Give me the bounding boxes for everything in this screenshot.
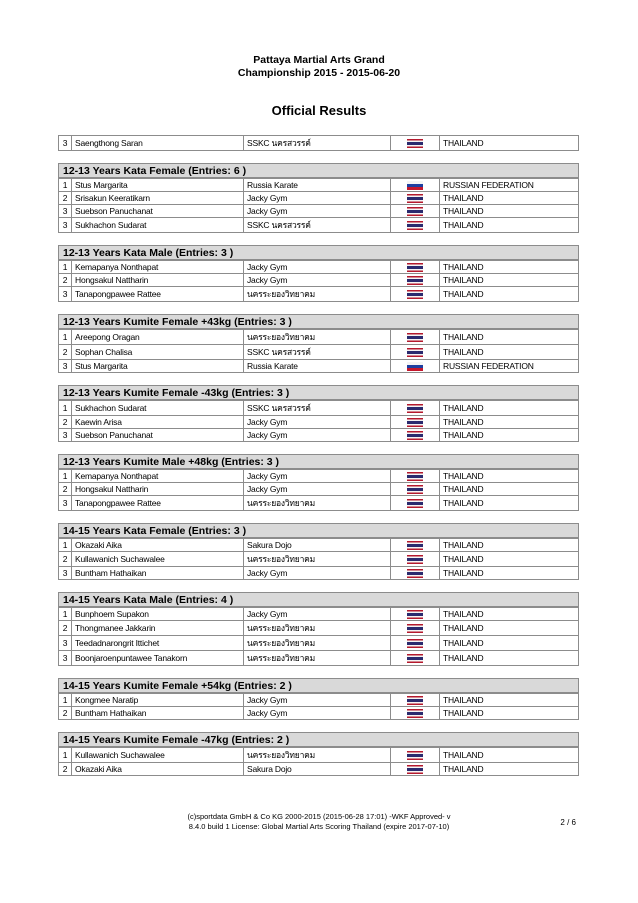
table-row (59, 621, 579, 636)
place-cell: 1 (59, 330, 72, 345)
country-cell: RUSSIAN FEDERATION (440, 360, 579, 373)
club-cell: นครระยองวิทยาคม (244, 496, 391, 511)
competitor-name-cell: Saengthong Saran (72, 136, 244, 151)
table-row (59, 330, 579, 345)
flag-cell (391, 345, 440, 360)
flag-cell (391, 179, 440, 192)
table-row (59, 261, 579, 274)
club-cell: Jacky Gym (244, 192, 391, 205)
category-results-table (58, 607, 579, 666)
place-cell: 1 (59, 539, 72, 552)
footer-line1: (c)sportdata GmbH & Co KG 2000-2015 (2015-06-28 17:01) -WKF Approved- v (187, 812, 451, 821)
club-cell: Jacky Gym (244, 416, 391, 429)
country-cell: THAILAND (440, 539, 579, 552)
club-cell: นครระยองวิทยาคม (244, 330, 391, 345)
place-cell: 2 (59, 192, 72, 205)
category-header: 14-15 Years Kata Female (Entries: 3 ) (58, 523, 579, 538)
country-cell: THAILAND (440, 416, 579, 429)
table-row (59, 345, 579, 360)
thailand-flag-icon (407, 765, 423, 774)
country-cell: THAILAND (440, 205, 579, 218)
table-row (59, 552, 579, 567)
place-cell: 1 (59, 608, 72, 621)
club-cell: SSKC นครสวรรค์ (244, 401, 391, 416)
footer (140, 812, 498, 832)
table-row (59, 748, 579, 763)
event-title-line2: Championship 2015 - 2015-06-20 (237, 67, 401, 79)
thailand-flag-icon (407, 569, 423, 578)
thailand-flag-icon (407, 751, 423, 760)
flag-cell (391, 192, 440, 205)
club-cell: นครระยองวิทยาคม (244, 287, 391, 302)
flag-cell (391, 330, 440, 345)
country-cell: RUSSIAN FEDERATION (440, 179, 579, 192)
flag-cell (391, 416, 440, 429)
club-cell: SSKC นครสวรรค์ (244, 345, 391, 360)
club-cell: Jacky Gym (244, 429, 391, 442)
club-cell: Jacky Gym (244, 707, 391, 720)
country-cell: THAILAND (440, 345, 579, 360)
thailand-flag-icon (407, 139, 423, 148)
club-cell: Russia Karate (244, 360, 391, 373)
table-row (59, 567, 579, 580)
table-row (59, 694, 579, 707)
competitor-name-cell: Kemapanya Nonthapat (72, 470, 244, 483)
country-cell: THAILAND (440, 330, 579, 345)
table-row (59, 274, 579, 287)
flag-cell (391, 287, 440, 302)
footer-line2: 8.4.0 build 1 License: Global Martial Arts Scoring Thailand (expire 2017-07-10) (188, 822, 450, 831)
country-cell: THAILAND (440, 218, 579, 233)
country-cell: THAILAND (440, 651, 579, 666)
place-cell: 2 (59, 552, 72, 567)
club-cell: นครระยองวิทยาคม (244, 552, 391, 567)
competitor-name-cell: Hongsakul Nattharin (72, 274, 244, 287)
competitor-name-cell: Areepong Oragan (72, 330, 244, 345)
competitor-name-cell: Buntham Hathaikan (72, 707, 244, 720)
competitor-name-cell: Sukhachon Sudarat (72, 401, 244, 416)
club-cell: Jacky Gym (244, 470, 391, 483)
place-cell: 2 (59, 621, 72, 636)
category-header: 14-15 Years Kumite Female -47kg (Entries: 2 ) (58, 732, 579, 747)
competitor-name-cell: Buntham Hathaikan (72, 567, 244, 580)
page-number: 2 / 6 (560, 818, 576, 827)
club-cell: Jacky Gym (244, 694, 391, 707)
club-cell: Jacky Gym (244, 483, 391, 496)
place-cell: 2 (59, 274, 72, 287)
club-cell: SSKC นครสวรรค์ (244, 218, 391, 233)
table-row (59, 763, 579, 776)
thailand-flag-icon (407, 333, 423, 342)
table-row (59, 470, 579, 483)
competitor-name-cell: Suebson Panuchanat (72, 429, 244, 442)
place-cell: 3 (59, 636, 72, 651)
club-cell: Jacky Gym (244, 205, 391, 218)
club-cell: Jacky Gym (244, 608, 391, 621)
club-cell: Sakura Dojo (244, 763, 391, 776)
competitor-name-cell: Stus Margarita (72, 360, 244, 373)
place-cell: 3 (59, 567, 72, 580)
table-row (59, 287, 579, 302)
competitor-name-cell: Kullawanich Suchawalee (72, 552, 244, 567)
flag-cell (391, 694, 440, 707)
table-row (59, 401, 579, 416)
category-header: 14-15 Years Kata Male (Entries: 4 ) (58, 592, 579, 607)
country-cell: THAILAND (440, 496, 579, 511)
club-cell: SSKC นครสวรรค์ (244, 136, 391, 151)
thailand-flag-icon (407, 654, 423, 663)
flag-cell (391, 496, 440, 511)
country-cell: THAILAND (440, 274, 579, 287)
table-row (59, 707, 579, 720)
country-cell: THAILAND (440, 552, 579, 567)
flag-cell (391, 636, 440, 651)
flag-cell (391, 401, 440, 416)
flag-cell (391, 651, 440, 666)
flag-cell (391, 539, 440, 552)
thailand-flag-icon (407, 499, 423, 508)
club-cell: Sakura Dojo (244, 539, 391, 552)
flag-cell (391, 552, 440, 567)
table-row (59, 205, 579, 218)
table-row (59, 636, 579, 651)
place-cell: 3 (59, 287, 72, 302)
category-results-table (58, 747, 579, 776)
thailand-flag-icon (407, 404, 423, 413)
competitor-name-cell: Suebson Panuchanat (72, 205, 244, 218)
thailand-flag-icon (407, 639, 423, 648)
country-cell: THAILAND (440, 401, 579, 416)
category-header: 12-13 Years Kata Female (Entries: 6 ) (58, 163, 579, 178)
place-cell: 1 (59, 261, 72, 274)
thailand-flag-icon (407, 194, 423, 203)
club-cell: Jacky Gym (244, 261, 391, 274)
competitor-name-cell: Sukhachon Sudarat (72, 218, 244, 233)
thailand-flag-icon (407, 696, 423, 705)
category-header: 12-13 Years Kumite Male +48kg (Entries: 3 ) (58, 454, 579, 469)
thailand-flag-icon (407, 709, 423, 718)
competitor-name-cell: Sophan Chalisa (72, 345, 244, 360)
table-row (59, 429, 579, 442)
flag-cell (391, 429, 440, 442)
thailand-flag-icon (407, 610, 423, 619)
place-cell: 2 (59, 707, 72, 720)
category-header: 12-13 Years Kumite Female +43kg (Entries: 3 ) (58, 314, 579, 329)
flag-cell (391, 567, 440, 580)
country-cell: THAILAND (440, 694, 579, 707)
category-results-table (58, 400, 579, 442)
country-cell: THAILAND (440, 621, 579, 636)
table-row (59, 483, 579, 496)
country-cell: THAILAND (440, 748, 579, 763)
club-cell: นครระยองวิทยาคม (244, 748, 391, 763)
category-results-table (58, 260, 579, 302)
country-cell: THAILAND (440, 192, 579, 205)
club-cell: นครระยองวิทยาคม (244, 636, 391, 651)
category-header: 12-13 Years Kata Male (Entries: 3 ) (58, 245, 579, 260)
table-row (59, 218, 579, 233)
flag-cell (391, 483, 440, 496)
thailand-flag-icon (407, 472, 423, 481)
competitor-name-cell: Bunphoem Supakon (72, 608, 244, 621)
thailand-flag-icon (407, 348, 423, 357)
place-cell: 3 (59, 651, 72, 666)
country-cell: THAILAND (440, 636, 579, 651)
table-row (59, 651, 579, 666)
competitor-name-cell: Tanapongpawee Rattee (72, 496, 244, 511)
club-cell: Jacky Gym (244, 567, 391, 580)
flag-cell (391, 261, 440, 274)
country-cell: THAILAND (440, 707, 579, 720)
thailand-flag-icon (407, 221, 423, 230)
category-results-table (58, 469, 579, 511)
competitor-name-cell: Srisakun Keeratikarn (72, 192, 244, 205)
category-results-table (58, 329, 579, 373)
table-row (59, 192, 579, 205)
thailand-flag-icon (407, 485, 423, 494)
country-cell: THAILAND (440, 136, 579, 151)
competitor-name-cell: Kullawanich Suchawalee (72, 748, 244, 763)
category-header: 12-13 Years Kumite Female -43kg (Entries: 3 ) (58, 385, 579, 400)
place-cell: 3 (59, 218, 72, 233)
thailand-flag-icon (407, 276, 423, 285)
competitor-name-cell: Tanapongpawee Rattee (72, 287, 244, 302)
country-cell: THAILAND (440, 261, 579, 274)
competitor-name-cell: Teedadnarongrit Ittichet (72, 636, 244, 651)
thailand-flag-icon (407, 418, 423, 427)
competitor-name-cell: Okazaki Aika (72, 539, 244, 552)
club-cell: นครระยองวิทยาคม (244, 621, 391, 636)
thailand-flag-icon (407, 624, 423, 633)
table-row (59, 136, 579, 151)
thailand-flag-icon (407, 263, 423, 272)
results-list (58, 135, 579, 776)
country-cell: THAILAND (440, 287, 579, 302)
competitor-name-cell: Stus Margarita (72, 179, 244, 192)
place-cell: 2 (59, 416, 72, 429)
country-cell: THAILAND (440, 567, 579, 580)
competitor-name-cell: Kaewin Arisa (72, 416, 244, 429)
place-cell: 2 (59, 483, 72, 496)
flag-cell (391, 621, 440, 636)
club-cell: Jacky Gym (244, 274, 391, 287)
country-cell: THAILAND (440, 429, 579, 442)
place-cell: 3 (59, 360, 72, 373)
category-results-table (58, 693, 579, 720)
place-cell: 2 (59, 345, 72, 360)
competitor-name-cell: Boonjaroenpuntawee Tanakorn (72, 651, 244, 666)
place-cell: 1 (59, 179, 72, 192)
flag-cell (391, 748, 440, 763)
category-results-table (58, 178, 579, 233)
leading-rows-table (58, 135, 579, 151)
place-cell: 1 (59, 401, 72, 416)
place-cell: 1 (59, 470, 72, 483)
competitor-name-cell: Okazaki Aika (72, 763, 244, 776)
russia-flag-icon (407, 181, 423, 190)
flag-cell (391, 136, 440, 151)
place-cell: 3 (59, 429, 72, 442)
table-row (59, 416, 579, 429)
category-results-table (58, 538, 579, 580)
category-header: 14-15 Years Kumite Female +54kg (Entries: 2 ) (58, 678, 579, 693)
country-cell: THAILAND (440, 470, 579, 483)
place-cell: 3 (59, 205, 72, 218)
flag-cell (391, 274, 440, 287)
table-row (59, 179, 579, 192)
table-row (59, 539, 579, 552)
place-cell: 1 (59, 748, 72, 763)
competitor-name-cell: Hongsakul Nattharin (72, 483, 244, 496)
table-row (59, 608, 579, 621)
place-cell: 2 (59, 763, 72, 776)
country-cell: THAILAND (440, 608, 579, 621)
flag-cell (391, 763, 440, 776)
country-cell: THAILAND (440, 483, 579, 496)
country-cell: THAILAND (440, 763, 579, 776)
place-cell: 1 (59, 694, 72, 707)
flag-cell (391, 608, 440, 621)
thailand-flag-icon (407, 555, 423, 564)
table-row (59, 360, 579, 373)
club-cell: นครระยองวิทยาคม (244, 651, 391, 666)
flag-cell (391, 707, 440, 720)
thailand-flag-icon (407, 207, 423, 216)
flag-cell (391, 205, 440, 218)
thailand-flag-icon (407, 541, 423, 550)
competitor-name-cell: Kemapanya Nonthapat (72, 261, 244, 274)
place-cell: 3 (59, 136, 72, 151)
results-title: Official Results (271, 103, 367, 118)
club-cell: Russia Karate (244, 179, 391, 192)
table-row (59, 496, 579, 511)
flag-cell (391, 360, 440, 373)
flag-cell (391, 218, 440, 233)
thailand-flag-icon (407, 431, 423, 440)
flag-cell (391, 470, 440, 483)
event-title-line1: Pattaya Martial Arts Grand (253, 54, 385, 66)
thailand-flag-icon (407, 290, 423, 299)
competitor-name-cell: Thongmanee Jakkarin (72, 621, 244, 636)
place-cell: 3 (59, 496, 72, 511)
competitor-name-cell: Kongmee Naratip (72, 694, 244, 707)
russia-flag-icon (407, 362, 423, 371)
